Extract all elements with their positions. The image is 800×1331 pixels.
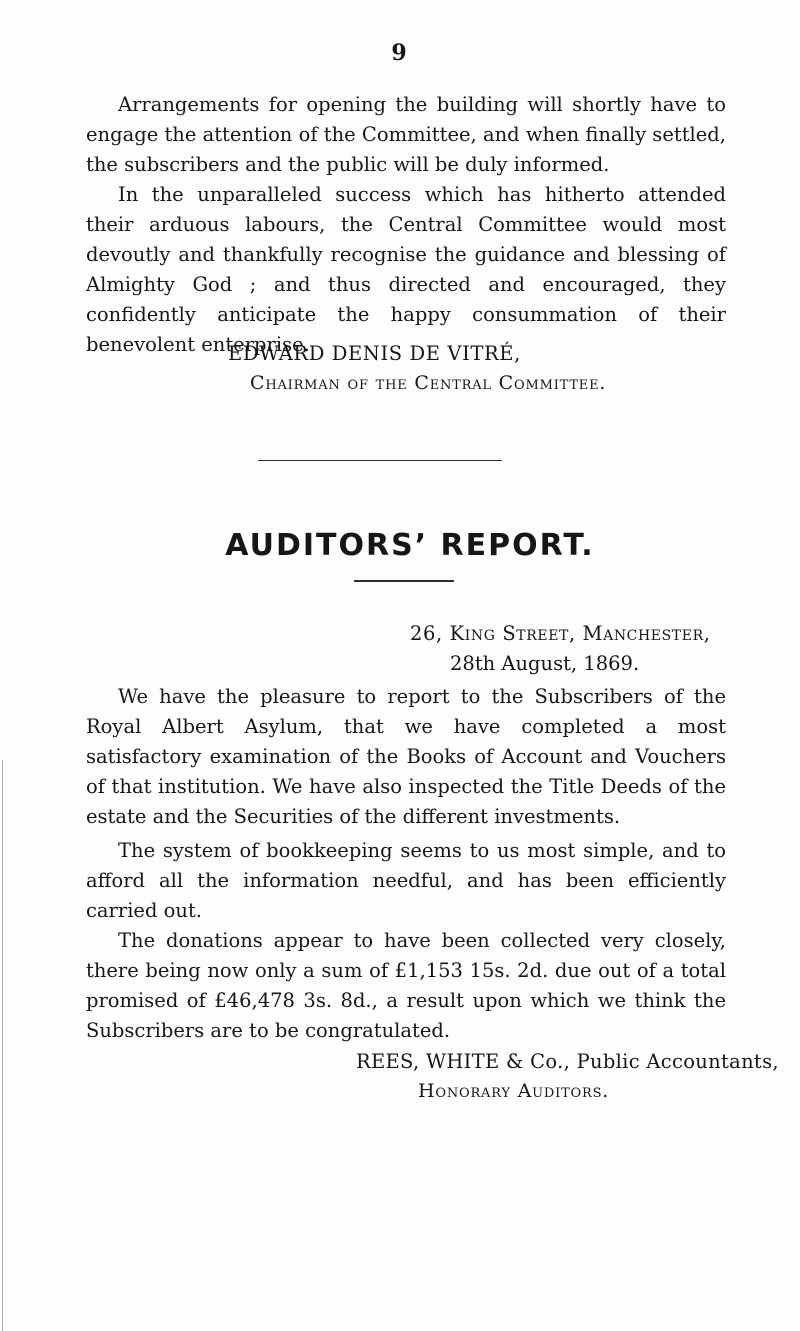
auditors-title: Honorary Auditors.: [418, 1080, 610, 1102]
page-number: 9: [391, 40, 407, 66]
paragraph-donations: The donations appear to have been collected very closely, there being now only a sum of £1,153 15s. 2d. due out of a total promised of £46,478 3s. 8d., a result upon which we think the Subscribers are to be congratulated.: [86, 929, 726, 1042]
chairman-name: EDWARD DENIS DE VITRÉ,: [228, 342, 521, 365]
paragraph-bookkeeping: The system of bookkeeping seems to us most simple, and to afford all the information needful, and has been efficiently carried out.: [86, 839, 726, 922]
auditors-name: REES, WHITE & Co., Public Accountants,: [356, 1050, 779, 1073]
address-line: 26, King Street, Manchester,: [410, 622, 711, 645]
chairman-title: Chairman of the Central Committee.: [250, 372, 607, 394]
paragraph-opening-arrangements: Arrangements for opening the building will shortly have to engage the attention of the Committee, and when finally settled, the subscribers and the public will be duly informed.: [86, 93, 726, 176]
auditors-report-heading: AUDITORS’ REPORT.: [225, 528, 595, 563]
binding-edge: [2, 760, 3, 1331]
paragraph-audit-completed: We have the pleasure to report to the Subscribers of the Royal Albert Asylum, that we have completed a most satisfactory examination of the Books of Account and Vouchers of that institution. We have also inspected the Title Deeds of the estate and the Securities of the different investments.: [86, 685, 726, 828]
heading-underline: [354, 580, 454, 582]
paragraph-committee-thanks: In the unparalleled success which has hitherto attended their arduous labours, the Central Committee would most devoutly and thankfully recognise the guidance and blessing of Almighty God ; and thus directed and encouraged, they confidently anticipate the happy consummation of their benevolent enterprise.: [86, 183, 726, 356]
report-date: 28th August, 1869.: [450, 652, 640, 675]
section-divider: [258, 460, 502, 461]
